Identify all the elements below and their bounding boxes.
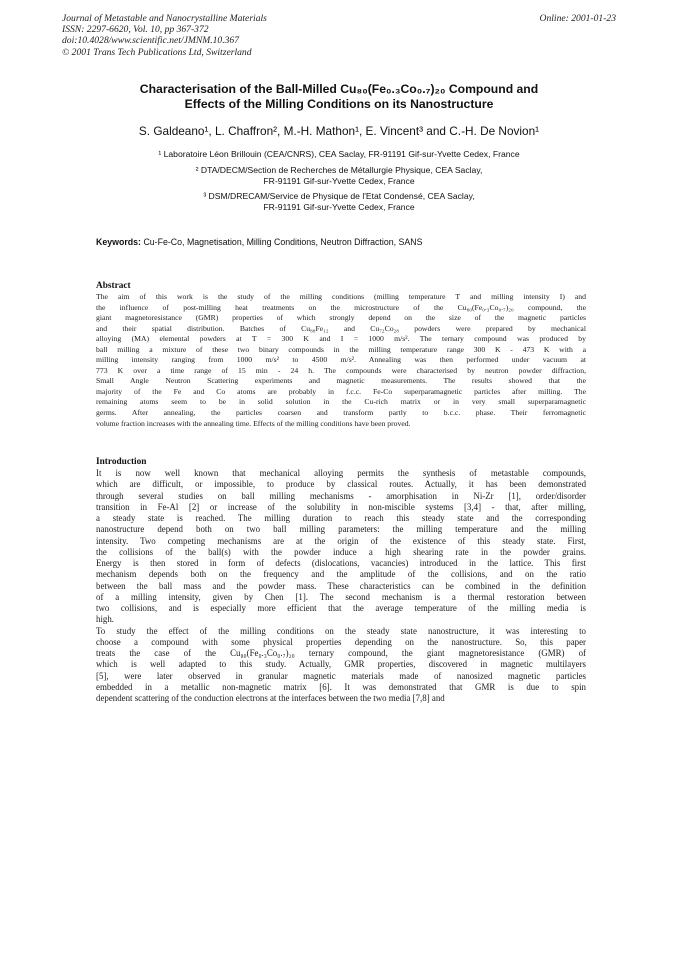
- text-line: To study the effect of the milling conditions on the steady state nanostructure, it was interesting to: [96, 625, 586, 636]
- text-line: high.: [96, 614, 114, 625]
- text-line: majority of the Fe and Co atoms are probably in f.c.c. Fe-Co superparamagnetic particles after milling. The: [96, 386, 586, 396]
- text-line: [5], were later observed in granular magnetic materials made of nanosized magnetic particles: [96, 670, 586, 681]
- paper-title: [90, 82, 588, 112]
- text-line: embedded in a metallic non-magnetic matrix [6]. It was demonstrated that GMR is due to spin: [96, 681, 586, 692]
- journal-name: Journal of Metastable and Nanocrystalline Materials: [62, 13, 267, 24]
- text-line: two collisions, and is especially more efficient that the average temperature of the milling media is: [96, 603, 586, 613]
- text-line: nanostructure depend both on two ball milling parameters: the milling temperature and the milling: [96, 524, 586, 535]
- online-date: Online: 2001-01-23: [539, 13, 616, 24]
- text-line: The aim of this work is the study of the milling conditions (milling temperature T and milling intensity I) and: [96, 292, 586, 301]
- text-line: of a milling intensity, given by Chen [1]. The second mechanism is a thermal restoration between: [96, 591, 586, 602]
- journal-doi[interactable]: doi:10.4028/www.scientific.net/JMNM.10.367: [62, 35, 240, 47]
- abstract-heading: Abstract: [96, 281, 131, 291]
- affiliation-line: FR-91191 Gif-sur-Yvette Cedex, France: [263, 176, 415, 187]
- text-line: milling intensity ranging from 1000 m/s² to 4500 m/s². Annealing was then performed under vacuum at: [96, 355, 586, 365]
- text-line: Small Angle Neutron Scattering experiments and magnetic measurements. The results showed that the: [96, 376, 586, 386]
- keywords-text: Cu-Fe-Co, Magnetisation, Milling Conditions, Neutron Diffraction, SANS: [143, 237, 423, 247]
- author-list: S. Galdeano¹, L. Chaffron², M.-H. Mathon¹, E. Vincent³ and C.-H. De Novion¹: [138, 124, 540, 138]
- journal-copyright: © 2001 Trans Tech Publications Ltd, Switzerland: [62, 46, 252, 58]
- text-line: intensity. Two competing mechanisms are at the origin of the existence of this steady state. First,: [96, 535, 586, 546]
- affiliation-1: [70, 149, 608, 160]
- introduction-heading: Introduction: [96, 457, 147, 467]
- affiliation-line: ² DTA/DECM/Section de Recherches de Métallurgie Physique, CEA Saclay,: [195, 165, 483, 175]
- text-line: 773 K over a time range of 15 min - 24 h. The compounds were characterised by neutron powder diffraction,: [96, 365, 586, 375]
- text-line: choose a compound with some physical properties depending on the nanostructure. So, this paper: [96, 636, 586, 647]
- journal-issn: ISSN: 2297-6620, Vol. 10, pp 367-372: [62, 24, 209, 36]
- affiliation-3: [70, 191, 608, 213]
- text-line: alloying (MA) elemental powders at T = 300 K and I = 1000 m/s². The ternary compound was produced by: [96, 334, 586, 344]
- text-line: transition in Fe-Al [2] or increase of the solubility in non-miscible systems [3,4] - that, after milling,: [96, 501, 586, 512]
- abstract-body: [96, 292, 586, 429]
- journal-header: [62, 13, 267, 58]
- text-line: mechanism depends both on the frequency and the amplitude of the collisions, and on the ratio: [96, 569, 586, 580]
- text-line: volume fraction increases with the annealing time. Effects of the milling conditions have been proved.: [96, 418, 411, 428]
- introduction-body: [96, 468, 586, 704]
- text-line: which are difficult, or impossible, to produce by classical routes. Actually, it has been demonstrated: [96, 479, 586, 490]
- affiliation-2: [70, 165, 608, 187]
- text-line: and their spatial distribution. Batches of Cu₈₈Fe₁₂ and Cu₇₂Co₂₈ powders were prepared by mechanical: [96, 323, 586, 333]
- text-line: the influence of post-milling heat treatments on the microstructure of the Cu₈₀(Fe₀.₃Co₀.₇)₂₀ compound, the: [96, 302, 586, 312]
- text-line: ball milling a mixture of these two binary compounds in the milling temperature range 300 K - 473 K with a: [96, 344, 586, 354]
- keywords: [96, 237, 596, 247]
- text-line: between the ball mass and the powder mass. These characteristics can be combined in the definition: [96, 580, 586, 591]
- text-line: a steady state is reached. The milling duration to reach this steady state and the corresponding: [96, 513, 586, 523]
- affiliation-line: FR-91191 Gif-sur-Yvette Cedex, France: [263, 202, 415, 213]
- text-line: through several studies on ball milling mechanisms - amorphisation in Ni-Zr [1], order/disorder: [96, 490, 586, 501]
- text-line: germs. After annealing, the particles coarsen and transform partly to b.c.c. phase. Their ferromagnetic: [96, 408, 586, 418]
- text-line: It is now well known that mechanical alloying permits the synthesis of metastable compounds,: [96, 468, 586, 478]
- title-line: Characterisation of the Ball-Milled Cu₈₀(Fe₀.₃Co₀.₇)₂₀ Compound and: [139, 82, 539, 96]
- text-line: giant magnetoresistance (GMR) properties of which strongly depend on the size of the magnetic particles: [96, 313, 586, 323]
- text-line: treats the case of the Cu₈₀(Fe₀.₃Co₀.₇)₂₀ ternary compound, the giant magnetoresistance (GMR) of: [96, 648, 586, 658]
- text-line: the collisions of the ball(s) with the powder induce a high shearing rate in the powder grains.: [96, 546, 586, 557]
- text-line: Energy is then stored in form of defects (dislocations, vacancies) introduced in the lattice. This first: [96, 558, 586, 568]
- affiliation-line: ¹ Laboratoire Léon Brillouin (CEA/CNRS), CEA Saclay, FR-91191 Gif-sur-Yvette Cedex, France: [158, 149, 520, 159]
- text-line: dependent scattering of the conduction electrons at the interfaces between the two media [7,8] and: [96, 693, 445, 703]
- affiliation-line: ³ DSM/DRECAM/Service de Physique de l'Etat Condensé, CEA Saclay,: [203, 191, 475, 201]
- title-line: Effects of the Milling Conditions on its Nanostructure: [184, 97, 494, 111]
- text-line: remaining atoms seem to be in solid solution in the Cu-rich matrix or in very small superparamagnetic: [96, 397, 586, 407]
- keywords-label: Keywords:: [96, 237, 141, 247]
- text-line: which is well adapted to this study. Actually, GMR properties, discovered in magnetic multilayers: [96, 659, 586, 670]
